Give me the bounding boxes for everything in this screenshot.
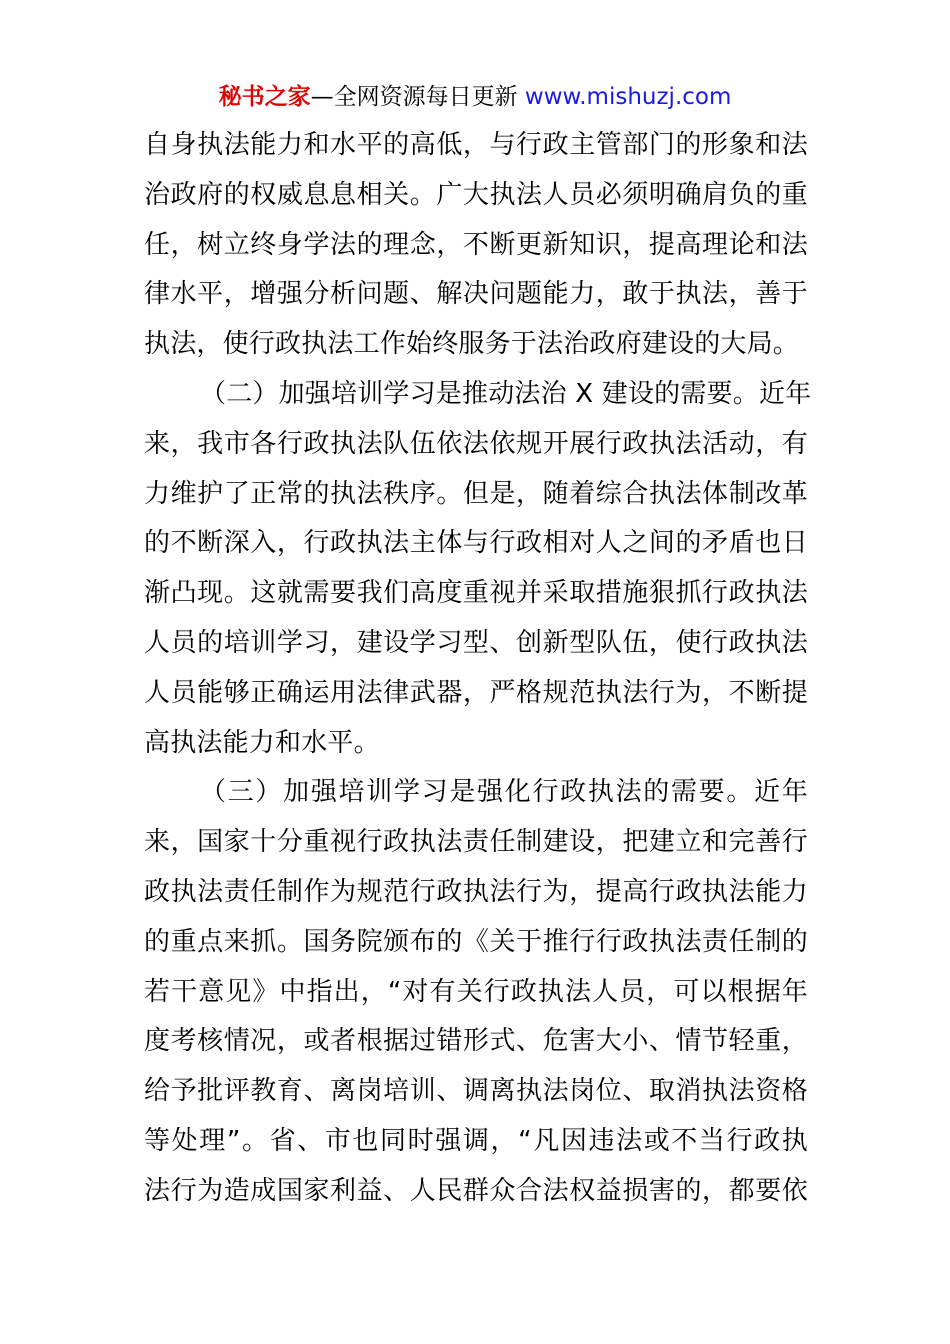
text-line: 渐凸现。这就需要我们高度重视并采取措施狠抓行政执法 — [144, 578, 808, 609]
document-body — [144, 121, 812, 1217]
text-line: 的不断深入，行政执法主体与行政相对人之间的矛盾也日 — [144, 528, 808, 559]
text-line: 度考核情况，或者根据过错形式、危害大小、情节轻重， — [144, 1026, 808, 1057]
text-line: 力维护了正常的执法秩序。但是，随着综合执法体制改革 — [144, 478, 808, 509]
text-line: 律水平，增强分析问题、解决问题能力，敢于执法，善于 — [144, 279, 808, 310]
text-line: 来，我市各行政执法队伍依法依规开展行政执法活动，有 — [144, 428, 808, 459]
site-brand: 秘书之家 — [218, 84, 311, 110]
site-header — [0, 80, 950, 114]
text-line: 治政府的权威息息相关。广大执法人员必须明确肩负的重 — [144, 179, 808, 210]
text-line: 等处理”。省、市也同时强调，“凡因违法或不当行政执 — [144, 1125, 808, 1156]
text-line: 若干意见》中指出，“对有关行政执法人员，可以根据年 — [144, 976, 808, 1007]
text-line: 人员能够正确运用法律武器，严格规范执法行为，不断提 — [144, 677, 808, 708]
text-line: 法行为造成国家利益、人民群众合法权益损害的，都要依 — [144, 1175, 808, 1206]
text-line: 给予批评教育、离岗培训、调离执法岗位、取消执法资格 — [144, 1076, 808, 1107]
text-line: 的重点来抓。国务院颁布的《关于推行行政执法责任制的 — [144, 926, 808, 957]
site-tagline: —全网资源每日更新 — [310, 84, 525, 110]
text-line: 任，树立终身学法的理念，不断更新知识，提高理论和法 — [144, 229, 808, 260]
paragraph-heading-3: （三）加强培训学习是强化行政执法的需要。近年 — [200, 777, 808, 808]
text-line: 执法，使行政执法工作始终服务于法治政府建设的大局。 — [144, 329, 800, 360]
paragraph-heading-2: （二）加强培训学习是推动法治 X 建设的需要。近年 — [200, 378, 812, 409]
text-line: 自身执法能力和水平的高低，与行政主管部门的形象和法 — [144, 130, 808, 160]
text-line: 来，国家十分重视行政执法责任制建设，把建立和完善行 — [144, 827, 808, 858]
text-line: 高执法能力和水平。 — [144, 727, 380, 758]
text-line: 人员的培训学习，建设学习型、创新型队伍，使行政执法 — [144, 627, 808, 658]
text-line: 政执法责任制作为规范行政执法行为，提高行政执法能力 — [144, 876, 808, 907]
site-url-link[interactable]: www.mishuzj.com — [524, 84, 732, 110]
